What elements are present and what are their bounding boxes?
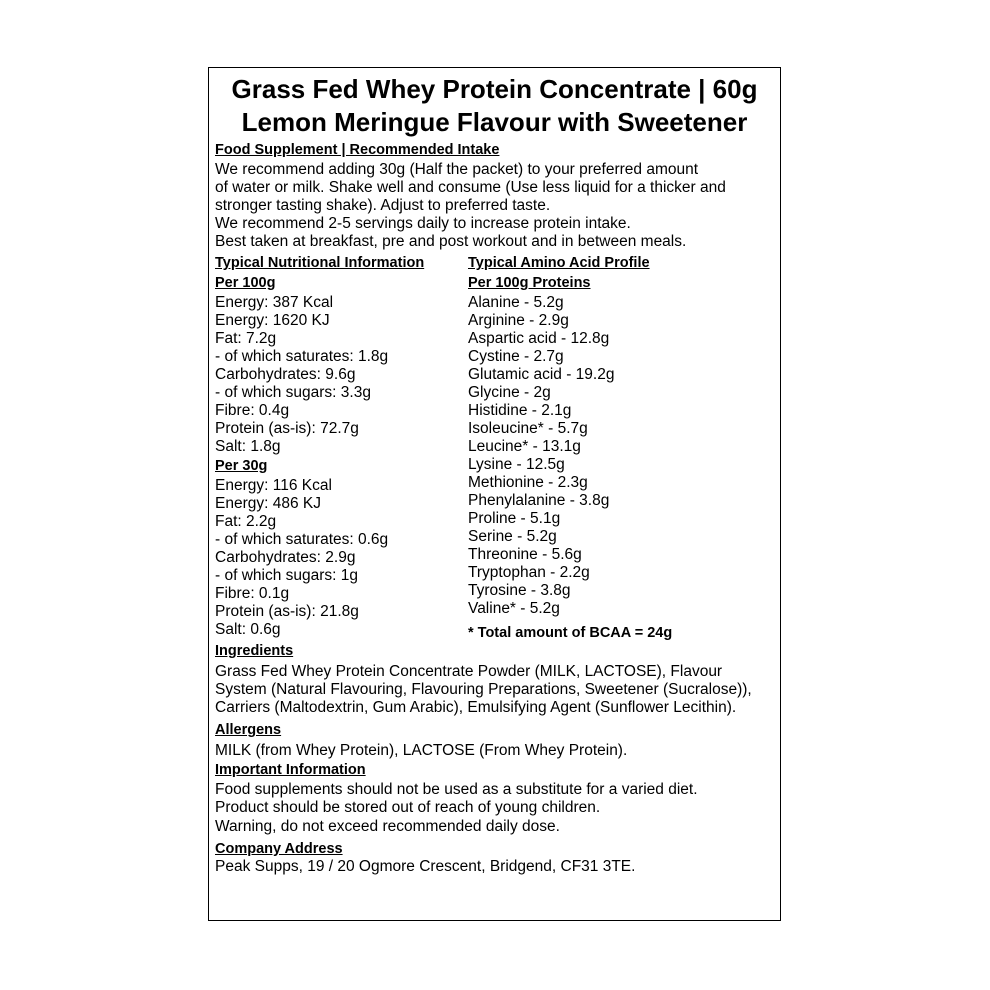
nutrition-row: Fat: 7.2g	[215, 330, 277, 347]
important-heading: Important Information	[215, 762, 366, 778]
nutrition-row: - of which saturates: 0.6g	[215, 531, 389, 548]
nutrition-row: Protein (as-is): 72.7g	[215, 420, 359, 437]
amino-row: Serine - 5.2g	[468, 528, 557, 545]
amino-heading: Typical Amino Acid Profile	[468, 255, 650, 271]
nutrition-row: Fat: 2.2g	[215, 513, 277, 530]
amino-row: Phenylalanine - 3.8g	[468, 492, 610, 509]
nutrition-row: Fibre: 0.4g	[215, 402, 290, 419]
nutrition-label	[208, 67, 781, 921]
nutrition-heading: Typical Nutritional Information	[215, 255, 425, 271]
product-subtitle: Lemon Meringue Flavour with Sweetener	[241, 107, 748, 137]
ingredients-line: Carriers (Maltodextrin, Gum Arabic), Emulsifying Agent (Sunflower Lecithin).	[215, 699, 737, 716]
allergens-heading: Allergens	[215, 722, 282, 738]
important-line: Product should be stored out of reach of young children.	[215, 799, 601, 816]
per-30g-heading: Per 30g	[215, 458, 268, 474]
amino-row: Tryptophan - 2.2g	[468, 564, 590, 581]
nutrition-row: Energy: 1620 KJ	[215, 312, 330, 329]
nutrition-row: Protein (as-is): 21.8g	[215, 603, 359, 620]
company-heading: Company Address	[215, 841, 343, 857]
amino-row: Valine* - 5.2g	[468, 600, 560, 617]
ingredients-heading: Ingredients	[215, 643, 294, 659]
product-title: Grass Fed Whey Protein Concentrate | 60g	[231, 74, 758, 104]
nutrition-row: - of which saturates: 1.8g	[215, 348, 389, 365]
bcaa-note: * Total amount of BCAA = 24g	[468, 625, 673, 641]
ingredients-line: Grass Fed Whey Protein Concentrate Powder (MILK, LACTOSE), Flavour	[215, 663, 723, 680]
amino-row: Arginine - 2.9g	[468, 312, 569, 329]
amino-row: Cystine - 2.7g	[468, 348, 564, 365]
amino-row: Isoleucine* - 5.7g	[468, 420, 588, 437]
intake-heading: Food Supplement | Recommended Intake	[215, 142, 500, 158]
important-line: Warning, do not exceed recommended daily dose.	[215, 818, 560, 835]
amino-row: Aspartic acid - 12.8g	[468, 330, 610, 347]
ingredients-line: System (Natural Flavouring, Flavouring Preparations, Sweetener (Sucralose)),	[215, 681, 752, 698]
amino-row: Tyrosine - 3.8g	[468, 582, 571, 599]
nutrition-row: Salt: 0.6g	[215, 621, 281, 638]
company-address: Peak Supps, 19 / 20 Ogmore Crescent, Bridgend, CF31 3TE.	[215, 858, 636, 875]
amino-row: Methionine - 2.3g	[468, 474, 588, 491]
nutrition-row: Carbohydrates: 9.6g	[215, 366, 356, 383]
nutrition-row: Fibre: 0.1g	[215, 585, 290, 602]
amino-row: Leucine* - 13.1g	[468, 438, 581, 455]
nutrition-row: Energy: 116 Kcal	[215, 477, 332, 494]
allergens-line: MILK (from Whey Protein), LACTOSE (From Whey Protein).	[215, 742, 628, 759]
intake-line: We recommend adding 30g (Half the packet) to your preferred amount	[215, 161, 699, 178]
amino-row: Glutamic acid - 19.2g	[468, 366, 615, 383]
amino-row: Histidine - 2.1g	[468, 402, 572, 419]
nutrition-row: Energy: 486 KJ	[215, 495, 321, 512]
per-100g-heading: Per 100g	[215, 275, 276, 291]
amino-row: Proline - 5.1g	[468, 510, 561, 527]
nutrition-row: - of which sugars: 3.3g	[215, 384, 371, 401]
amino-row: Lysine - 12.5g	[468, 456, 565, 473]
amino-subheading: Per 100g Proteins	[468, 275, 591, 291]
intake-line: Best taken at breakfast, pre and post workout and in between meals.	[215, 233, 687, 250]
intake-line: stronger tasting shake). Adjust to preferred taste.	[215, 197, 551, 214]
amino-row: Glycine - 2g	[468, 384, 551, 401]
nutrition-row: - of which sugars: 1g	[215, 567, 359, 584]
intake-line: of water or milk. Shake well and consume (Use less liquid for a thicker and	[215, 179, 726, 196]
nutrition-row: Salt: 1.8g	[215, 438, 281, 455]
nutrition-row: Energy: 387 Kcal	[215, 294, 334, 311]
intake-line: We recommend 2-5 servings daily to increase protein intake.	[215, 215, 631, 232]
amino-row: Threonine - 5.6g	[468, 546, 582, 563]
nutrition-row: Carbohydrates: 2.9g	[215, 549, 356, 566]
important-line: Food supplements should not be used as a substitute for a varied diet.	[215, 781, 698, 798]
amino-row: Alanine - 5.2g	[468, 294, 564, 311]
